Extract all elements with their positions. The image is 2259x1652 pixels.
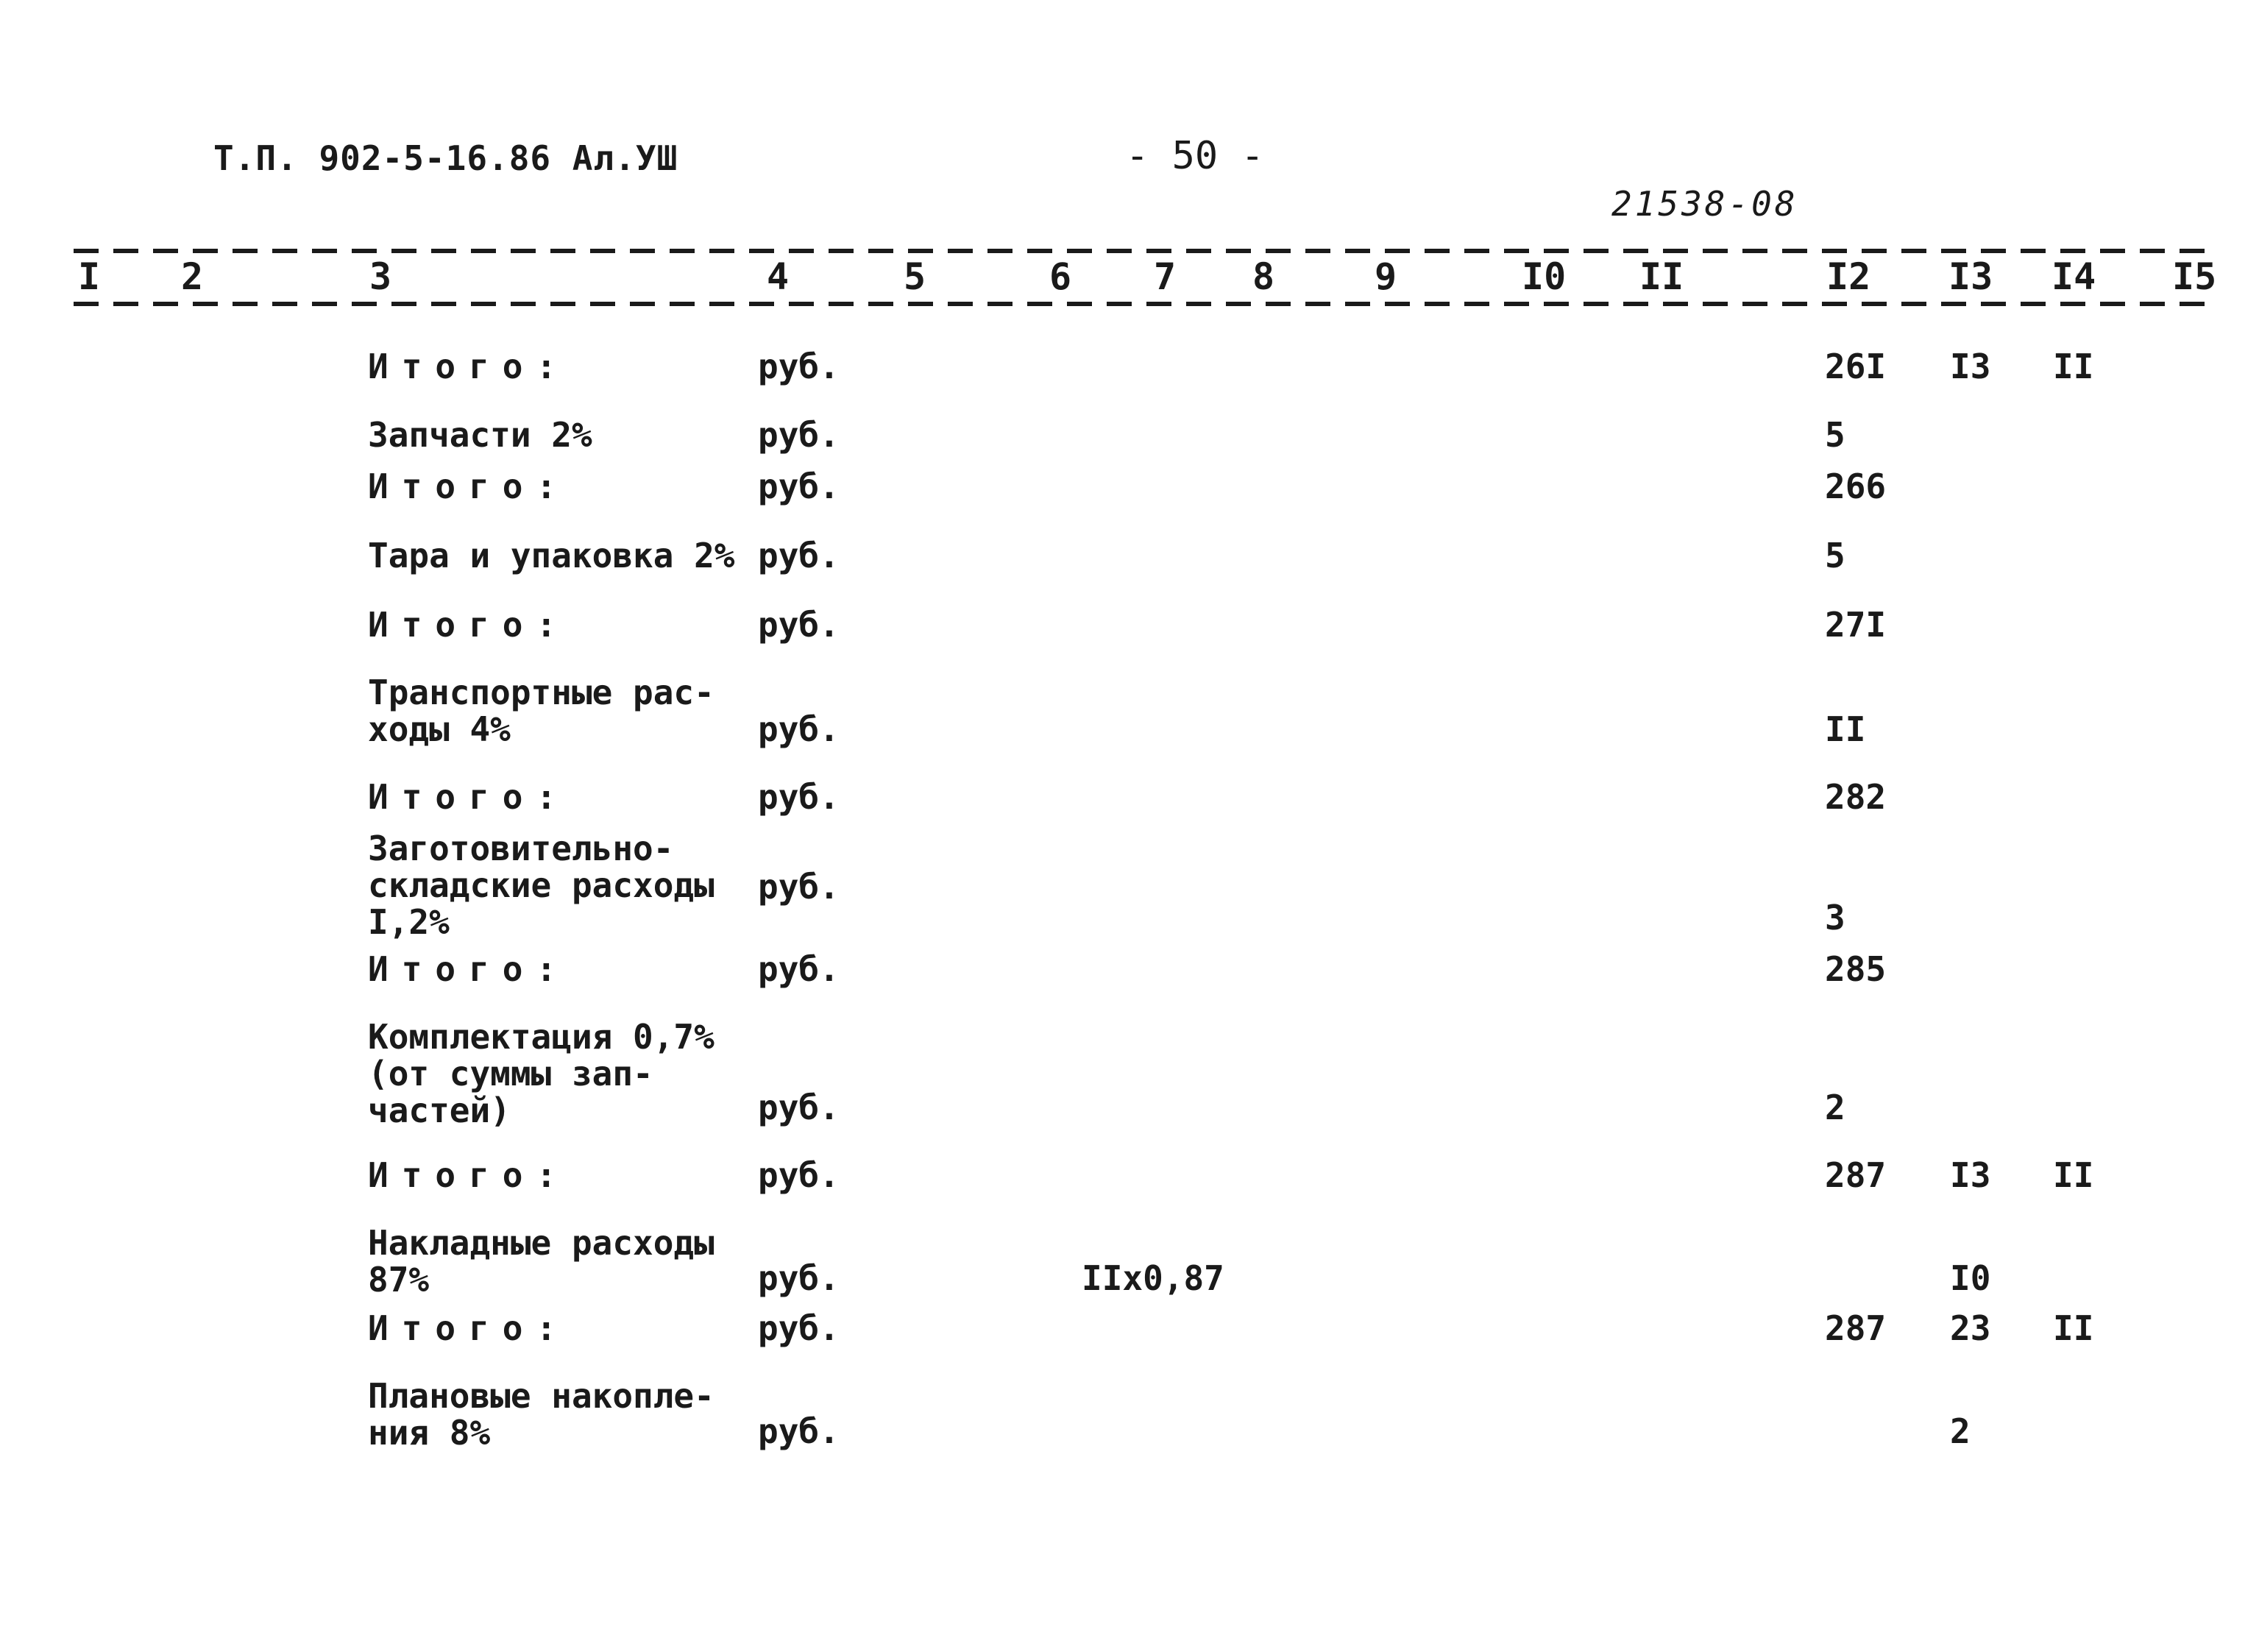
row-label: Заготовительно- складские расходы I,2% (368, 829, 714, 942)
cell-col13: I3 (1950, 1155, 1991, 1195)
column-number: 8 (1248, 255, 1279, 299)
row-unit: руб. (758, 467, 840, 506)
column-number: 4 (762, 255, 793, 299)
row-label: Комплектация 0,7% (от суммы зап- частей) (368, 1017, 714, 1130)
column-number: II (1635, 255, 1688, 299)
row-unit: руб. (758, 1088, 840, 1127)
row-label: Итого: (368, 347, 570, 386)
row-unit: руб. (758, 709, 840, 749)
cell-col12: 285 (1825, 949, 1887, 989)
cell-col12: II (1825, 709, 1866, 749)
cell-col12: 5 (1825, 415, 1845, 455)
row-label: Итого: (368, 1155, 570, 1195)
cell-col13: I0 (1950, 1258, 1991, 1298)
cell-col12: 3 (1825, 898, 1845, 937)
row-label: Тара и упаковка 2% (368, 536, 735, 575)
cell-col12: 287 (1825, 1308, 1887, 1348)
row-label: Плановые накопле- ния 8% (368, 1376, 714, 1453)
row-unit: руб. (758, 415, 840, 455)
column-number: 2 (177, 255, 208, 299)
row-label: Итого: (368, 949, 570, 989)
column-number: I5 (2168, 255, 2221, 299)
column-number: I3 (1944, 255, 1997, 299)
cell-col13: 23 (1950, 1308, 1991, 1348)
column-number: I0 (1517, 255, 1570, 299)
row-label: Итого: (368, 467, 570, 506)
row-unit: руб. (758, 536, 840, 575)
row-label: Накладные расходы 87% (368, 1223, 714, 1300)
cell-col13: 2 (1950, 1411, 1971, 1451)
row-label: Итого: (368, 605, 570, 645)
cell-col13: I3 (1950, 347, 1991, 386)
row-unit: руб. (758, 347, 840, 386)
row-unit: руб. (758, 1308, 840, 1348)
column-number: I (74, 255, 104, 299)
column-number: I4 (2047, 255, 2100, 299)
row-unit: руб. (758, 1411, 840, 1451)
row-label: Итого: (368, 777, 570, 817)
column-number: 5 (899, 255, 930, 299)
row-formula: IIx0,87 (1082, 1258, 1224, 1298)
handwritten-stamp-number: 21538-08 (1611, 184, 1798, 224)
cell-col12: 266 (1825, 467, 1887, 506)
cell-col12: 27I (1825, 605, 1887, 645)
dashed-rule-top (74, 249, 2207, 253)
cell-col12: 282 (1825, 777, 1887, 817)
row-unit: руб. (758, 605, 840, 645)
cell-col12: 5 (1825, 536, 1845, 575)
row-unit: руб. (758, 949, 840, 989)
page-number: - 50 - (1126, 134, 1264, 178)
cell-col12: 2 (1825, 1088, 1845, 1127)
row-unit: руб. (758, 867, 840, 907)
document-code: Т.П. 902-5-16.86 Ал.УШ (213, 138, 678, 178)
cell-col14: II (2053, 1308, 2094, 1348)
cell-col12: 287 (1825, 1155, 1887, 1195)
column-number: 7 (1149, 255, 1180, 299)
column-number: 6 (1045, 255, 1076, 299)
row-unit: руб. (758, 1155, 840, 1195)
row-unit: руб. (758, 1258, 840, 1298)
row-label: Транспортные рас- ходы 4% (368, 673, 714, 749)
row-label: Итого: (368, 1308, 570, 1348)
cell-col14: II (2053, 1155, 2094, 1195)
row-label: Запчасти 2% (368, 415, 592, 455)
column-number: 3 (365, 255, 396, 299)
cell-col12: 26I (1825, 347, 1887, 386)
row-unit: руб. (758, 777, 840, 817)
column-number: I2 (1822, 255, 1875, 299)
cell-col14: II (2053, 347, 2094, 386)
dashed-rule-bottom (74, 302, 2207, 306)
column-number: 9 (1370, 255, 1401, 299)
